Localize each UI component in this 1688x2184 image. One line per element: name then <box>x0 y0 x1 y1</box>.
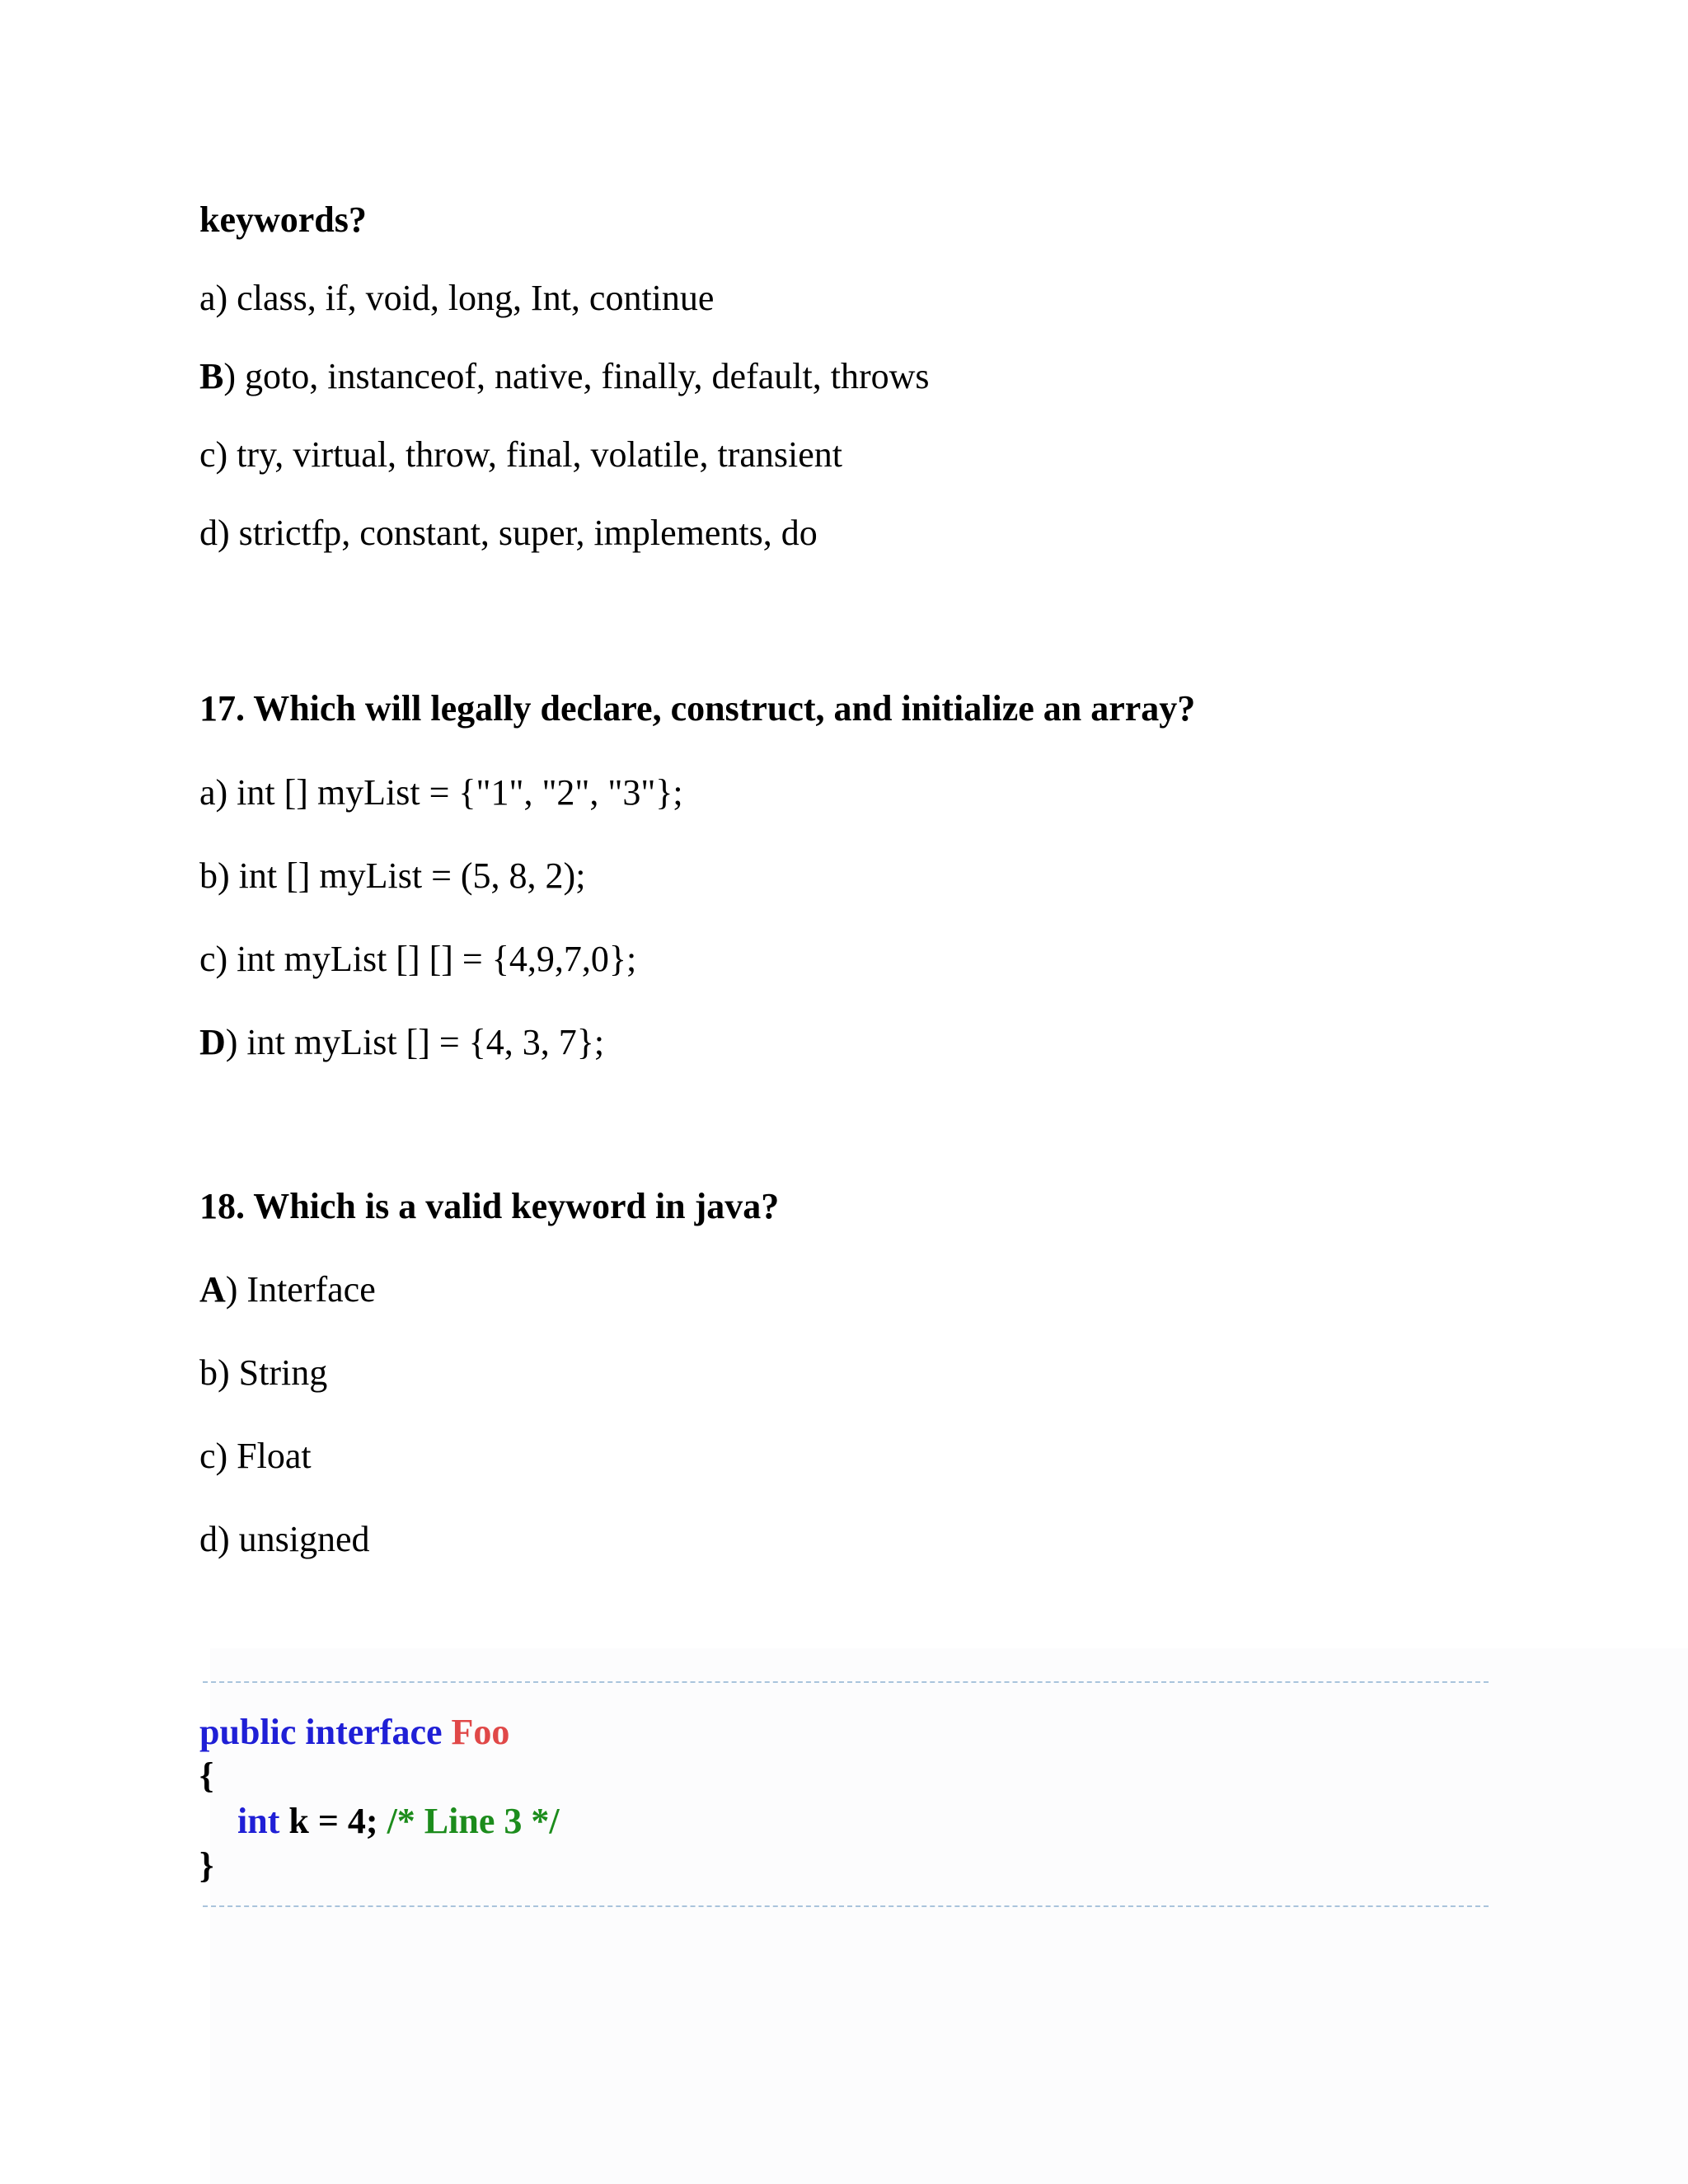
q18-option-b <box>199 1352 328 1393</box>
code-line-3 <box>237 1803 560 1840</box>
option-letter: c <box>199 939 216 979</box>
q16-option-a <box>199 280 714 316</box>
option-text: ) try, virtual, throw, final, volatile, transient <box>215 434 842 475</box>
code-line-2: { <box>199 1755 214 1796</box>
option-text: ) int myList [] = {4, 3, 7}; <box>225 1022 605 1062</box>
q17-option-d <box>199 1024 604 1061</box>
code-line-1 <box>199 1714 509 1750</box>
option-letter: b <box>199 855 218 896</box>
option-text: ) Interface <box>225 1269 376 1310</box>
option-text: ) class, if, void, long, Int, continue <box>215 278 715 318</box>
q18-option-a <box>199 1269 376 1310</box>
option-letter: c <box>199 1436 216 1476</box>
option-letter: a <box>199 772 216 813</box>
option-letter: c <box>199 434 216 475</box>
q16-option-b <box>199 356 930 396</box>
option-letter-answer: A <box>199 1269 226 1310</box>
option-letter: a <box>199 278 216 318</box>
code-line-4: } <box>199 1845 214 1886</box>
q16-question-tail: keywords? <box>199 199 367 240</box>
option-text: ) int [] myList = {"1", "2", "3"}; <box>215 772 683 813</box>
code-statement: k = 4; <box>279 1801 387 1841</box>
q17-option-b <box>199 855 586 896</box>
option-letter: d <box>199 1519 218 1559</box>
q17-question: 17. Which will legally declare, construct, and initialize an array? <box>199 688 1196 729</box>
option-letter: d <box>199 513 218 553</box>
q18-question: 18. Which is a valid keyword in java? <box>199 1186 780 1226</box>
q18-option-d <box>199 1521 370 1558</box>
q17-option-a <box>199 772 683 813</box>
option-text: ) goto, instanceof, native, finally, default, throws <box>223 356 930 396</box>
option-text: ) String <box>218 1352 328 1393</box>
option-letter: b <box>199 1352 218 1393</box>
option-text: ) Float <box>215 1436 312 1476</box>
code-identifier: Foo <box>451 1712 510 1752</box>
q16-option-d <box>199 515 818 551</box>
option-text: ) unsigned <box>218 1519 370 1559</box>
option-text: ) strictfp, constant, super, implements, do <box>218 513 818 553</box>
option-letter-answer: D <box>199 1022 226 1062</box>
code-keyword: public interface <box>199 1712 452 1752</box>
option-text: ) int myList [] [] = {4,9,7,0}; <box>215 939 637 979</box>
option-letter-answer: B <box>199 356 224 396</box>
q16-option-c <box>199 434 842 475</box>
option-text: ) int [] myList = (5, 8, 2); <box>218 855 586 896</box>
code-separator-bottom <box>203 1905 1489 1907</box>
q17-option-c <box>199 941 636 977</box>
code-comment: /* Line 3 */ <box>387 1801 560 1841</box>
code-keyword: int <box>237 1801 280 1841</box>
q18-option-c <box>199 1438 312 1474</box>
code-separator-top <box>203 1681 1489 1683</box>
